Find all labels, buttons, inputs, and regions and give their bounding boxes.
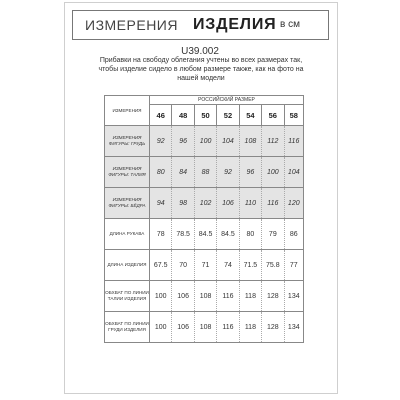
measurement-value: 100 [150,312,172,343]
size-system-label: РОССИЙСКИЙ РАЗМЕР [150,96,304,105]
fit-description-line: нашей модели [177,75,225,82]
measurement-value: 104 [217,126,239,157]
measurement-value: 108 [194,281,216,312]
measurement-label: ОБХВАТ ПО ЛИНИИ ТАЛИИ ИЗДЕЛИЯ [105,281,150,312]
measurement-value: 80 [239,219,261,250]
fit-description-line: Прибавки на свободу облегания учтены во всех размерах так, [99,57,303,64]
measurement-value: 94 [150,188,172,219]
measurement-row [105,281,304,312]
size-header-cell: 48 [172,105,194,126]
measurement-value: 84 [172,157,194,188]
header-unit: в см [280,19,300,30]
size-header-cell: 58 [284,105,303,126]
measurement-label: ОБХВАТ ПО ЛИНИИ ГРУДИ ИЗДЕЛИЯ [105,312,150,343]
measurement-value: 128 [262,312,284,343]
measurement-value: 67.5 [150,250,172,281]
fit-description [96,56,306,83]
measurement-row [105,188,304,219]
corner-label: ИЗМЕРЕНИЯ [105,96,150,126]
size-system-row [105,96,304,105]
measurement-value: 116 [262,188,284,219]
measurement-value: 106 [217,188,239,219]
size-header-cell: 50 [194,105,216,126]
measurement-value: 92 [150,126,172,157]
measurement-value: 112 [262,126,284,157]
measurement-value: 70 [172,250,194,281]
size-header-cell: 46 [150,105,172,126]
size-chart-header [72,10,329,40]
header-title-garment: ИЗДЕЛИЯ [193,16,277,33]
measurement-value: 96 [239,157,261,188]
measurement-value: 106 [172,281,194,312]
measurement-value: 74 [217,250,239,281]
measurement-label: ДЛИНА ИЗДЕЛИЯ [105,250,150,281]
measurement-label: ДЛИНА РУКАВА [105,219,150,250]
measurement-row [105,126,304,157]
measurement-value: 102 [194,188,216,219]
size-header-cell: 56 [262,105,284,126]
measurement-value: 134 [284,281,303,312]
measurement-value: 84.5 [217,219,239,250]
measurement-value: 116 [217,312,239,343]
measurement-value: 79 [262,219,284,250]
measurement-value: 96 [172,126,194,157]
measurement-value: 108 [239,126,261,157]
measurement-value: 84.5 [194,219,216,250]
size-table [104,95,304,343]
measurement-value: 75.8 [262,250,284,281]
size-header-cell: 54 [239,105,261,126]
measurement-value: 120 [284,188,303,219]
measurement-value: 100 [262,157,284,188]
measurement-row [105,250,304,281]
measurement-value: 80 [150,157,172,188]
measurement-value: 88 [194,157,216,188]
measurement-value: 98 [172,188,194,219]
measurement-value: 77 [284,250,303,281]
measurement-value: 110 [239,188,261,219]
measurement-row [105,312,304,343]
measurement-value: 71.5 [239,250,261,281]
measurement-value: 100 [194,126,216,157]
measurement-value: 86 [284,219,303,250]
measurement-value: 108 [194,312,216,343]
measurement-value: 104 [284,157,303,188]
fit-description-line: чтобы изделие сидело в любом размере также, как на фото на [98,66,304,73]
size-header-cell: 52 [217,105,239,126]
measurement-row [105,219,304,250]
header-title-measurements: ИЗМЕРЕНИЯ [85,17,178,33]
measurement-value: 118 [239,281,261,312]
measurement-value: 92 [217,157,239,188]
measurement-value: 118 [239,312,261,343]
measurement-value: 71 [194,250,216,281]
measurement-value: 128 [262,281,284,312]
product-code: U39.002 [181,46,219,57]
measurement-value: 78.5 [172,219,194,250]
measurement-label: ИЗМЕРЕНИЯ ФИГУРЫ: ТАЛИЯ [105,157,150,188]
measurement-label: ИЗМЕРЕНИЯ ФИГУРЫ: БЁДРА [105,188,150,219]
measurement-label: ИЗМЕРЕНИЯ ФИГУРЫ: ГРУДЬ [105,126,150,157]
measurement-value: 100 [150,281,172,312]
measurement-value: 116 [284,126,303,157]
measurement-value: 106 [172,312,194,343]
measurement-value: 78 [150,219,172,250]
measurement-row [105,157,304,188]
measurement-value: 134 [284,312,303,343]
measurement-value: 116 [217,281,239,312]
